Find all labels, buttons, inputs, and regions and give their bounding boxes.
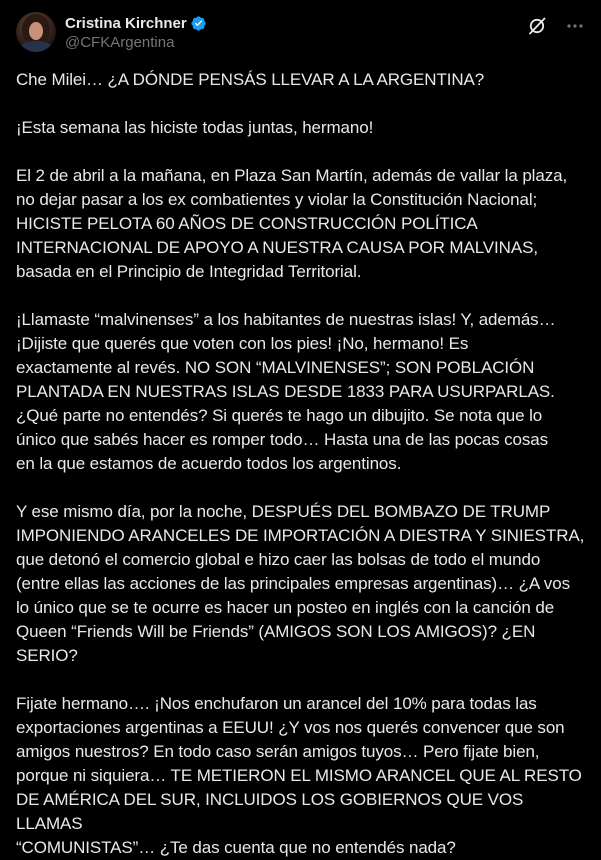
- verified-badge-icon: [190, 15, 207, 32]
- avatar-face: [29, 22, 43, 40]
- post-actions: [527, 16, 585, 36]
- grok-icon[interactable]: [527, 16, 547, 36]
- author-display-name[interactable]: Cristina Kirchner: [65, 15, 187, 32]
- post-header: [16, 12, 585, 64]
- name-row: [65, 14, 207, 33]
- author-info: [65, 14, 207, 52]
- post-paragraph: Che Milei… ¿A DÓNDE PENSÁS LLEVAR A LA ARGENTINA?: [16, 70, 485, 89]
- post-paragraph: ¡Llamaste “malvinenses” a los habitantes de nuestras islas! Y, además… ¡Dijiste que querés que voten con los pies! ¡No, hermano! Es exactamente al revés. NO SON “MALVINENSES”; SON POBLACIÓN PLANTADA EN NUESTRAS ISLAS DESDE 1833 PARA USURPARLAS. ¿Qué parte no entendés? Si querés te hago un dibujito. Se nota que lo único que sabés hacer es romper todo… Hasta una de las pocas cosas en la que estamos de acuerdo todos los argentinos.: [16, 310, 556, 473]
- author-handle[interactable]: @CFKArgentina: [65, 34, 175, 51]
- post-paragraph: El 2 de abril a la mañana, en Plaza San Martín, además de vallar la plaza, no dejar pasar a los ex combatientes y violar la Constitución Nacional; HICISTE PELOTA 60 AÑOS DE CONSTRUCCIÓN POLÍTICA INTERNACIONAL DE APOYO A NUESTRA CAUSA POR MALVINAS, basada en el Principio de Integridad Territorial.: [16, 166, 568, 281]
- post-paragraph: Fijate hermano…. ¡Nos enchufaron un arancel del 10% para todas las exportaciones argentinas a EEUU! ¿Y vos nos querés convencer que son amigos nuestros? En todo caso serán amigos tuyos… Pero fijate bien, porque ni siquiera… TE METIERON EL MISMO ARANCEL QUE AL RESTO DE AMÉRICA DEL SUR, INCLUIDOS LOS GOBIERNOS QUE VOS LLAMAS “COMUNISTAS”… ¿Te das cuenta que no entendés nada?: [16, 694, 582, 857]
- post-text: [16, 68, 585, 860]
- avatar[interactable]: [16, 12, 56, 52]
- post-paragraph: ¡Esta semana las hiciste todas juntas, hermano!: [16, 118, 374, 137]
- post-paragraph: Y ese mismo día, por la noche, DESPUÉS DEL BOMBAZO DE TRUMP IMPONIENDO ARANCELES DE IMPORTACIÓN A DIESTRA Y SINIESTRA, que detonó el comercio global e hizo caer las bolsas de todo el mundo (entre ellas las acciones de las principales empresas argentinas)… ¿A vos lo único que se te ocurre es hacer un posteo en inglés con la canción de Queen “Friends Will be Friends” (AMIGOS SON LOS AMIGOS)? ¿EN SERIO?: [16, 502, 585, 665]
- more-options-icon[interactable]: [565, 16, 585, 36]
- avatar-shoulders: [18, 41, 54, 52]
